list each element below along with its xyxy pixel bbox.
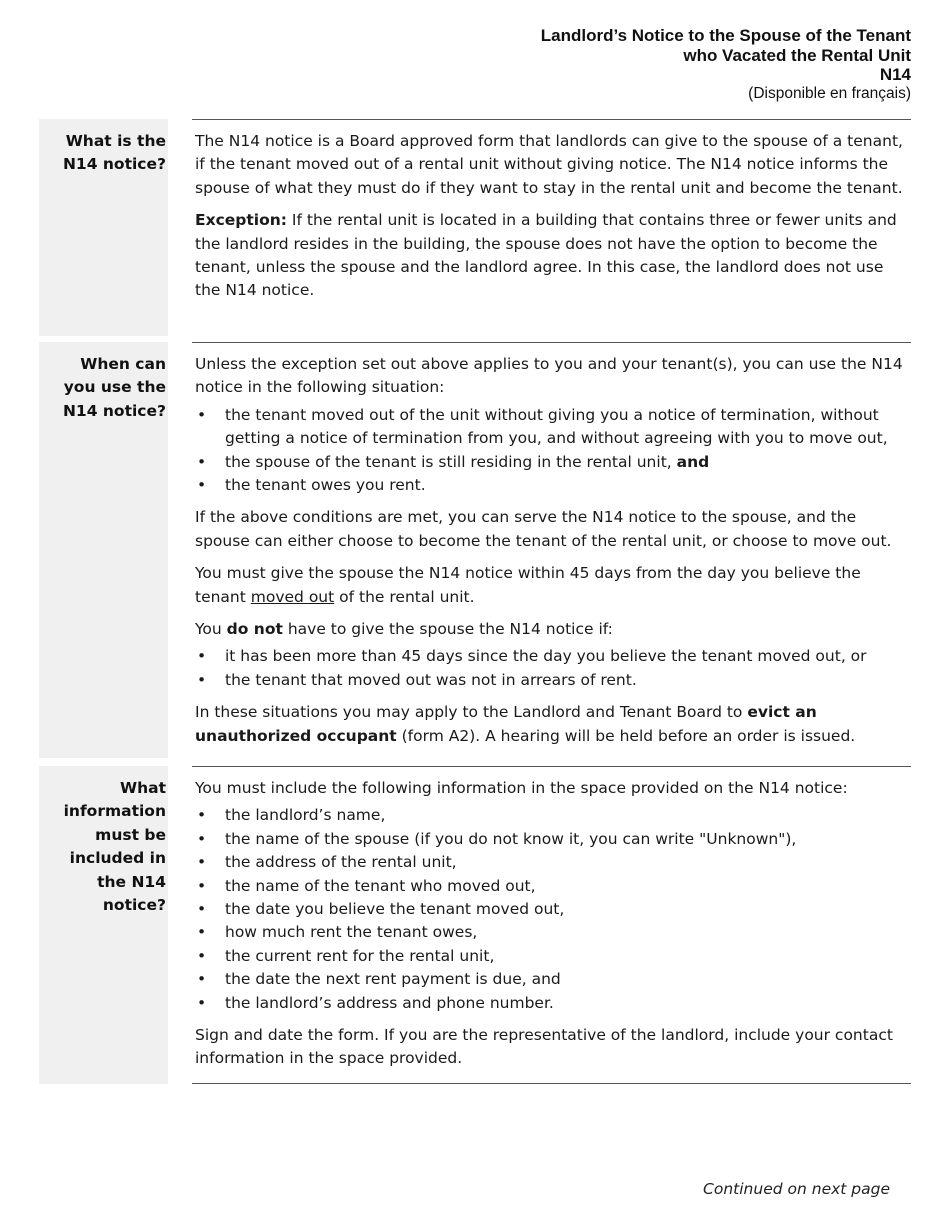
- list-item: • the landlord’s address and phone number.: [195, 992, 911, 1015]
- list-item: • the tenant owes you rent.: [195, 474, 911, 497]
- text-run: (form A2). A hearing will be held before an order is issued.: [396, 726, 856, 745]
- divider: [192, 766, 911, 767]
- paragraph: You must include the following information in the space provided on the N14 notice:: [195, 779, 848, 797]
- text-emphasis: do not: [226, 620, 283, 639]
- paragraph: Sign and date the form. If you are the representative of the landlord, include your contact information in the space provided.: [195, 1026, 893, 1068]
- french-availability-note: (Disponible en français): [748, 84, 911, 102]
- paragraph: [195, 618, 911, 641]
- paragraph: [195, 701, 911, 748]
- list-item-text: the spouse of the tenant is still residing in the rental unit,: [225, 452, 677, 471]
- exception-paragraph: [195, 209, 911, 303]
- paragraph: [195, 562, 911, 609]
- exception-label: Exception:: [195, 211, 287, 230]
- text-run: of the rental unit.: [334, 587, 475, 606]
- section-question: What information must be included in the N14 notice?: [63, 779, 166, 915]
- section-when-can-you-use: [39, 342, 911, 758]
- divider: [192, 119, 911, 120]
- exceptions-list: [195, 645, 911, 692]
- list-item: • the landlord’s name,: [195, 804, 911, 827]
- list-item: • the address of the rental unit,: [195, 851, 911, 874]
- section-sidebar: [39, 342, 168, 758]
- text-run: have to give the spouse the N14 notice if:: [282, 620, 613, 639]
- list-item-emphasis: and: [676, 452, 710, 471]
- list-item: • the date you believe the tenant moved out,: [195, 898, 911, 921]
- list-item: • how much rent the tenant owes,: [195, 921, 911, 944]
- divider: [192, 1083, 911, 1084]
- paragraph: If the above conditions are met, you can serve the N14 notice to the spouse, and the spouse can either choose to become the tenant of the rental unit, or choose to move out.: [195, 508, 892, 550]
- exception-text: If the rental unit is located in a building that contains three or fewer units and the landlord resides in the building, the spouse does not have the option to become the tenant, unless the spouse and the landlord agree. In this case, the landlord does not use the N14 notice.: [195, 211, 897, 300]
- continued-note: Continued on next page: [703, 1180, 890, 1198]
- text-run: In these situations you may apply to the Landlord and Tenant Board to: [195, 703, 748, 722]
- section-question: What is the N14 notice?: [62, 132, 166, 174]
- list-item: • the current rent for the rental unit,: [195, 945, 911, 968]
- conditions-list: [195, 404, 911, 498]
- list-item: • it has been more than 45 days since the day you believe the tenant moved out, or: [195, 645, 911, 668]
- list-item: • the name of the tenant who moved out,: [195, 875, 911, 898]
- section-sidebar: [39, 766, 168, 1084]
- section-body: [195, 353, 911, 757]
- title-line-1: Landlord’s Notice to the Spouse of the Tenant: [540, 26, 911, 45]
- text-run: You must give the spouse the N14 notice within 45 days from the day you believe the tenant: [195, 564, 861, 606]
- paragraph: Unless the exception set out above applies to you and your tenant(s), you can use the N14 notice in the following situation:: [195, 355, 903, 397]
- text-emphasis: evict an unauthorized occupant: [195, 703, 817, 745]
- section-body: [195, 130, 911, 312]
- title-line-2: who Vacated the Rental Unit: [683, 45, 911, 65]
- section-sidebar: [39, 119, 168, 336]
- section-body: [195, 777, 911, 1080]
- required-info-list: [195, 804, 911, 1015]
- document-header: [541, 26, 911, 103]
- text-run: You: [195, 620, 227, 639]
- divider: [192, 342, 911, 343]
- list-item: • the tenant that moved out was not in arrears of rent.: [195, 669, 911, 692]
- list-item: • the name of the spouse (if you do not know it, you can write "Unknown"),: [195, 828, 911, 851]
- list-item: • the date the next rent payment is due, and: [195, 968, 911, 991]
- section-what-is-n14: [39, 119, 911, 336]
- form-code: N14: [879, 65, 911, 84]
- list-item: [195, 451, 911, 474]
- list-item: • the tenant moved out of the unit without giving you a notice of termination, without getting a notice of termination from you, and without agreeing with you to move out,: [195, 404, 911, 451]
- section-what-information: [39, 766, 911, 1084]
- moved-out-link[interactable]: moved out: [250, 587, 335, 606]
- section-question: When can you use the N14 notice?: [62, 355, 166, 420]
- paragraph: The N14 notice is a Board approved form that landlords can give to the spouse of a tenant, if the tenant moved out of a rental unit without giving notice. The N14 notice informs the spouse of what they must do if they want to stay in the rental unit and become the tenant.: [195, 132, 903, 197]
